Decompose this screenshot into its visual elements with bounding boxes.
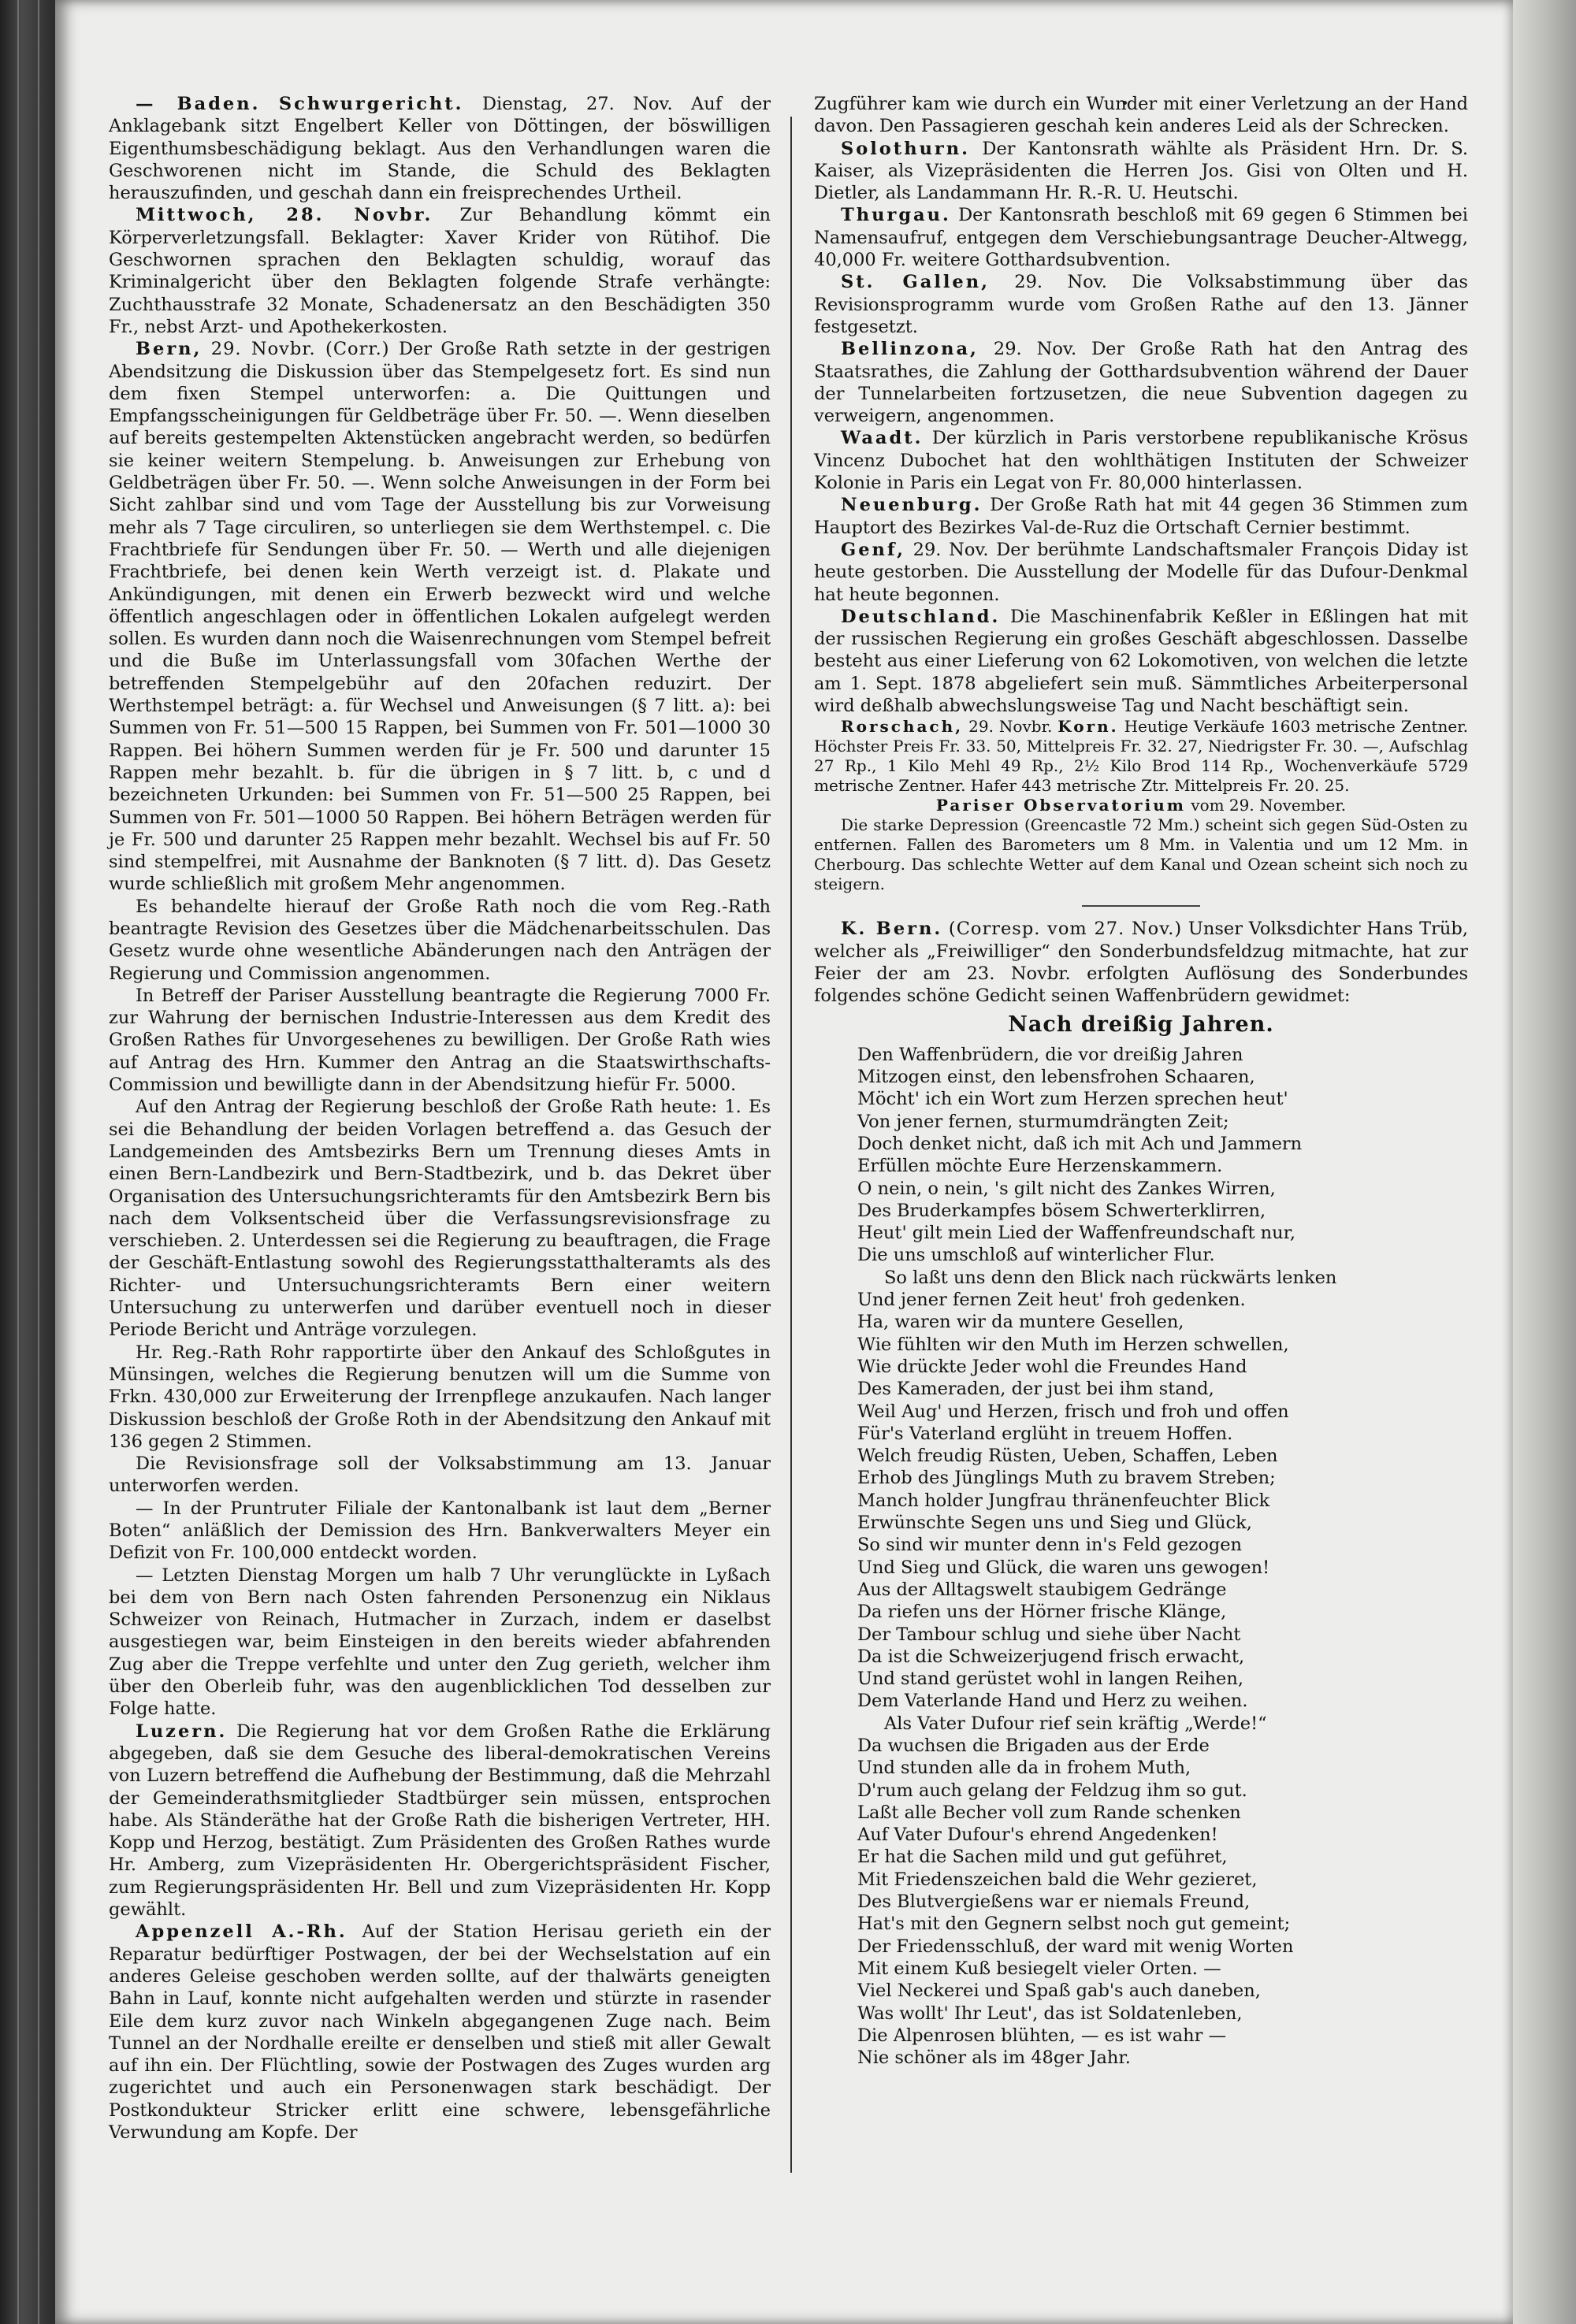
poem-line: Doch denket nicht, daß ich mit Ach und Jammern — [857, 1133, 1303, 1154]
poem — [814, 1044, 1468, 2070]
poem-line: Des Bruderkampfes bösem Schwerterklirren, — [857, 1200, 1266, 1221]
poem-line: Möcht' ich ein Wort zum Herzen sprechen heut' — [857, 1089, 1288, 1110]
poem-line: Da riefen uns der Hörner frische Klänge, — [857, 1602, 1227, 1623]
poem-line: Den Waffenbrüdern, die vor dreißig Jahren — [857, 1044, 1243, 1065]
article-pruntrut: — In der Pruntruter Filiale der Kantonalbank ist laut dem „Berner Boten“ anläßlich der Demission des Hrn. Bankverwalters Meyer ein Defizit von Fr. 100,000 entdeckt worden. — [109, 1498, 771, 1564]
market-report-rorschach: Rorschach, 29. Novbr. Korn. Heutige Verkäufe 1603 metrische Zentner. Höchster Preis Fr. 33. 50, Mittelpreis Fr. 32. 27, Niedrigster Fr. 30. —, Aufschlag 27 Rp., 1 Kilo Mehl 49 Rp., 2½ Kilo Brod 114 Rp., Wochenverkäufe 5729 metrische Zentner. Hafer 443 metrische Ztr. Mittelpreis Fr. 20. 25. — [814, 717, 1468, 796]
poem-line: Wie drückte Jeder wohl die Freundes Hand — [857, 1356, 1247, 1377]
poem-line: Erhob des Jünglings Muth zu bravem Streben; — [857, 1468, 1276, 1489]
article-thurgau: Thurgau. Der Kantonsrath beschloß mit 69 gegen 6 Stimmen bei Namensaufruf, entgegen dem Verschiebungsantrage Deucher-Altwegg, 40,000 Fr. weitere Gotthardsubvention. — [814, 205, 1468, 271]
article-bern-6: Die Revisionsfrage soll der Volksabstimmung am 13. Januar unterworfen werden. — [109, 1453, 771, 1497]
article-bern-5: Hr. Reg.-Rath Rohr rapportirte über den Ankauf des Schloßgutes in Münsingen, welches die Regierung benutzen will um die Summe von Frkn. 430,000 zur Erweiterung der Irrenpflege anzukaufen. Nach langer Diskussion beschloß der Große Roth in der Abendsitzung den Ankauf mit 136 gegen 2 Stimmen. — [109, 1342, 771, 1452]
poem-line: So sind wir munter denn in's Feld gezogen — [857, 1535, 1243, 1556]
article-neuenburg: Neuenburg. Der Große Rath hat mit 44 gegen 36 Stimmen zum Hauptort des Bezirkes Val-de-Ruz die Ortschaft Cernier bestimmt. — [814, 495, 1468, 538]
poem-line: Aus der Alltagswelt staubigem Gedränge — [857, 1579, 1227, 1600]
poem-line: Mit einem Kuß besiegelt vieler Orten. — — [857, 1958, 1221, 1979]
poem-line: Mitzogen einst, den lebensfrohen Schaaren, — [857, 1067, 1255, 1088]
book-binding — [0, 0, 55, 2324]
article-baden-2: Mittwoch, 28. Novbr. Zur Behandlung kömmt ein Körperverletzungsfall. Beklagter: Xaver Krider von Rütihof. Die Geschwornen sprachen den Beklagten schuldig, worauf das Kriminalgericht über den Beklagten folgende Strafe verhängte: Zuchthausstrafe 32 Monate, Schadenersatz an den Beschädigten 350 Fr., nebst Arzt- und Apothekerkosten. — [109, 205, 771, 337]
poem-line: Hat's mit den Gegnern selbst noch gut gemeint; — [857, 1914, 1291, 1935]
article-appenzell: Appenzell A.-Rh. Auf der Station Herisau gerieth ein der Reparatur bedürftiger Postwagen, der bei der Wechselstation auf ein anderes Geleise geschoben werden sollte, auf der thalwärts geneigten Bahn in Lauf, konnte nicht aufgehalten werden und stürzte in rasender Eile dem kurz zuvor nach Winkeln abgegangenen Zuge nach. Beim Tunnel an der Nordhalle ereilte er denselben und stieß mit aller Gewalt auf ihn ein. Der Flüchtling, sowie der Postwagen des Zuges wurden arg zugerichtet und auch ein Personenwagen stark beschädigt. Der Postkondukteur Stricker erlitt eine schwere, lebensgefährliche Verwundung am Kopfe. Der — [109, 1921, 771, 2144]
article-k-bern: K. Bern. (Corresp. vom 27. Nov.) Unser Volksdichter Hans Trüb, welcher als „Freiwilliger“ den Sonderbundsfeldzug mitmachte, hat zur Feier der am 23. Novbr. erfolgten Auflösung des Sonderbundes folgendes schöne Gedicht seinen Waffenbrüdern gewidmet: — [814, 919, 1468, 1007]
article-bern-2: Es behandelte hierauf der Große Rath noch die vom Reg.-Rath beantragte Revision des Gesetzes über die Mädchenarbeitsschulen. Das Gesetz wurde ohne wesentliche Abänderungen nach den Anträgen der Regierung und Commission angenommen. — [109, 896, 771, 984]
poem-line: Der Tambour schlug und siehe über Nacht — [857, 1624, 1241, 1645]
poem-line: Da wuchsen die Brigaden aus der Erde — [857, 1736, 1210, 1756]
column-rule — [790, 117, 792, 2173]
poem-line: Und stunden alle da in frohem Muth, — [857, 1758, 1191, 1779]
right-column — [814, 93, 1468, 2069]
weather-report: Die starke Depression (Greencastle 72 Mm.) scheint sich gegen Süd-Osten zu entfernen. Fallen des Barometers um 8 Mm. in Valentia und um 12 Mm. in Cherbourg. Das schlechte Wetter auf dem Kanal und Ozean scheint sich noch zu steigern. — [814, 815, 1468, 894]
poem-line: So laßt uns denn den Blick nach rückwärts lenken — [884, 1267, 1337, 1288]
weather-report-heading: Pariser Observatorium vom 29. November. — [935, 796, 1347, 815]
poem-line: Nie schöner als im 48ger Jahr. — [857, 2047, 1131, 2069]
poem-line: Und Sieg und Glück, die waren uns gewogen! — [857, 1557, 1270, 1578]
article-bern-3: In Betreff der Pariser Ausstellung beantragte die Regierung 7000 Fr. zur Wahrung der bernischen Industrie-Interessen aus dem Kredit des Großen Rathes für Unvorgesehenes zu bewilligen. Der Große Rath wies auf Antrag des Hrn. Kummer den Antrag an die Staatswirthschafts-Commission und bewilligte dann in der Abendsitzung hiefür Fr. 5000. — [109, 985, 771, 1096]
page-edge — [1513, 0, 1576, 2324]
poem-line: Und jener fernen Zeit heut' froh gedenken. — [857, 1290, 1246, 1311]
poem-line: Heut' gilt mein Lied der Waffenfreundschaft nur, — [857, 1223, 1296, 1244]
article-appenzell-cont: Zugführer kam wie durch ein Wunder mit einer Verletzung an der Hand davon. Den Passagieren geschah kein anderes Leid als der Schrecken. — [814, 94, 1468, 137]
article-genf: Genf, 29. Nov. Der berühmte Landschaftsmaler François Diday ist heute gestorben. Die Ausstellung der Modelle für das Dufour-Denkmal hat heute begonnen. — [814, 539, 1469, 605]
poem-line: Für's Vaterland erglüht in treuem Hoffen. — [857, 1423, 1233, 1444]
poem-line: Laßt alle Becher voll zum Rande schenken — [857, 1802, 1241, 1823]
article-bern: Bern, 29. Novbr. (Corr.) Der Große Rath setzte in der gestrigen Abendsitzung die Diskussion über das Stempelgesetz fort. Es sind nun dem fixen Stempel unterworfen: a. Die Quittungen und Empfangsscheinigungen für Geldbeträge über Fr. 50. —. Wenn dieselben auf bereits gestempelten Aktenstücken angebracht werden, so bedürfen sie keiner weitern Stempelung. b. Anweisungen zur Erhebung von Geldbeträgen über Fr. 50. —. Wenn solche Anweisungen in der Form bei Sicht zahlbar sind und vom Tage der Ausstellung bis zur Vorweisung mehr als 7 Tage circuliren, so unterliegen sie dem Werthstempel. c. Die Frachtbriefe für Sendungen über Fr. 50. — Werth und alle diejenigen Frachtbriefe, bei denen kein Werth verzeigt ist. d. Plakate und Ankündigungen, mit denen ein Erwerb bezweckt wird und welche öffentlich angeschlagen oder in öffentlichen Lokalen aufgelegt werden sollen. Es wurden dann noch die Waisenrechnungen vom Stempel befreit und die Buße im Unterlassungsfall vom 30fachen Werthe der betreffenden Stempelgebühr auf den 20fachen reduzirt. Der Werthstempel beträgt: a. für Wechsel und Anweisungen (§ 7 litt. a): bei Summen von Fr. 51—500 15 Rappen, bei Summen von Fr. 501—1000 30 Rappen. Bei höhern Summen werden für je Fr. 500 und darunter 15 Rappen mehr bezahlt. b. für die übrigen in § 7 litt. b, c und d bezeichneten Urkunden: bei Summen von Fr. 51—500 25 Rappen, bei Summen von Fr. 501—1000 50 Rappen. Bei höhern Beträgen werden für je Fr. 500 und darunter 25 Rappen mehr bezahlt. Wechsel bis auf Fr. 50 sind stempelfrei, mit Ausnahme der Banknoten (§ 7 litt. d). Das Gesetz wurde schließlich mit großem Mehr angenommen. — [109, 339, 771, 895]
poem-line: Weil Aug' und Herzen, frisch und froh und offen — [857, 1401, 1289, 1422]
poem-line: Des Kameraden, der just bei ihm stand, — [857, 1379, 1214, 1400]
poem-line: Der Friedensschluß, der ward mit wenig Worten — [857, 1936, 1294, 1957]
poem-line: D'rum auch gelang der Feldzug ihm so gut. — [857, 1780, 1247, 1801]
poem-line: Erfüllen möchte Eure Herzenskammern. — [857, 1156, 1223, 1177]
poem-line: O nein, o nein, 's gilt nicht des Zankes Wirren, — [857, 1178, 1276, 1199]
poem-line: Dem Vaterlande Hand und Herz zu weihen. — [857, 1691, 1248, 1712]
poem-line: Viel Neckerei und Spaß gab's auch daneben, — [857, 1981, 1261, 2002]
poem-line: Welch freudig Rüsten, Ueben, Schaffen, Leben — [857, 1446, 1278, 1467]
poem-line: Manch holder Jungfrau thränenfeuchter Blick — [857, 1490, 1270, 1511]
poem-line: Erwünschte Segen uns und Sieg und Glück, — [857, 1513, 1252, 1534]
poem-line: Wie fühlten wir den Muth im Herzen schwellen, — [857, 1334, 1289, 1355]
article-baden: — Baden. Schwurgericht. Dienstag, 27. Nov. Auf der Anklagebank sitzt Engelbert Keller von Döttingen, der böswilligen Eigenthumsbeschädigung beklagt. Aus den Verhandlungen waren die Geschworenen nicht im Stande, die Schuld des Beklagten herauszufinden, und geschah dann ein freisprechendes Urtheil. — [109, 94, 771, 204]
poem-line: Er hat die Sachen mild und gut geführet, — [857, 1847, 1228, 1868]
article-waadt: Waadt. Der kürzlich in Paris verstorbene republikanische Krösus Vincenz Dubochet hat den wohlthätigen Instituten der Schweizer Kolonie in Paris ein Legat von Fr. 80,000 hinterlassen. — [814, 428, 1468, 494]
poem-line: Ha, waren wir da muntere Gesellen, — [857, 1312, 1184, 1333]
poem-line: Von jener fernen, sturmumdrängten Zeit; — [857, 1111, 1229, 1132]
article-deutschland: Deutschland. Die Maschinenfabrik Keßler in Eßlingen hat mit der russischen Regierung ein großes Geschäft abgeschlossen. Dasselbe besteht aus einer Lieferung von 62 Lokomotiven, von welchen die letzte am 1. Sept. 1878 abgeliefert sein muß. Sämmtliches Arbeiterpersonal wird deßhalb abwechslungsweise Tag und Nacht beschäftigt sein. — [814, 606, 1468, 717]
article-bern-4: Auf den Antrag der Regierung beschloß der Große Rath heute: 1. Es sei die Behandlung der beiden Vorlagen betreffend a. das Gesuch der Landgemeinden des Amtsbezirks Bern um Trennung dieses Amts in einen Bern-Landbezirk und Bern-Stadtbezirk, und b. das Dekret über Organisation des Untersuchungsrichteramts für den Amtsbezirk Bern bis nach dem Volksentscheid über die Verfassungsrevisionsfrage zu verschieben. 2. Unterdessen sei die Regierung zu beauftragen, die Frage der Geschäft-Entlastung sowohl des Regierungsstatthalteramts als des Richter- und Untersuchungsrichteramts Bern einer weitern Untersuchung zu unterwerfen und darüber eventuell noch in dieser Periode Bericht und Anträge vorzulegen. — [109, 1097, 771, 1341]
poem-title: Nach dreißig Jahren. — [1008, 1012, 1274, 1037]
poem-line: Mit Friedenszeichen bald die Wehr gezieret, — [857, 1869, 1258, 1890]
article-lyssach: — Letzten Dienstag Morgen um halb 7 Uhr verunglückte in Lyßach bei dem von Bern nach Osten fahrenden Personenzug ein Niklaus Schweizer von Reinach, Hutmacher in Zurzach, indem er daselbst ausgestiegen war, beim Einsteigen in den bereits wieder abfahrenden Zug aber die Treppe verfehlte und unter den Zug gerieth, welcher ihm über den Oberleib fuhr, was den augenblicklichen Tod desselben zur Folge hatte. — [109, 1565, 771, 1720]
poem-line: Die Alpenrosen blühten, — es ist wahr — — [857, 2025, 1227, 2046]
poem-line: Auf Vater Dufour's ehrend Angedenken! — [857, 1825, 1218, 1846]
poem-line: Was wollt' Ihr Leut', das ist Soldatenleben, — [857, 2003, 1243, 2024]
poem-line: Des Blutvergießens war er niemals Freund, — [857, 1891, 1251, 1913]
left-column — [109, 93, 771, 2144]
poem-line: Und stand gerüstet wohl in langen Reihen, — [857, 1669, 1243, 1690]
article-luzern: Luzern. Die Regierung hat vor dem Großen Rathe die Erklärung abgegeben, daß sie dem Gesuche des liberal-demokratischen Vereins von Luzern betreffend die Aufhebung der Bestimmung, daß die Mehrzahl der Gemeinderathsmitglieder Stadtbürger sein müssen, entsprochen habe. Als Ständeräthe hat der Große Rath die bisherigen Vertreter, HH. Kopp und Herzog, bestätigt. Zum Präsidenten des Großen Rathes wurde Hr. Amberg, zum Vizepräsidenten Hr. Obergerichtspräsident Fischer, zum Regierungspräsidenten Hr. Bell und zum Vizepräsidenten Hr. Kopp gewählt. — [109, 1721, 771, 1921]
section-divider — [1082, 905, 1200, 907]
poem-line: Da ist die Schweizerjugend frisch erwacht, — [857, 1646, 1245, 1667]
article-bellinzona: Bellinzona, 29. Nov. Der Große Rath hat den Antrag des Staatsrathes, die Zahlung der Gotthardsubvention während der Dauer der Tunnelarbeiten fortzusetzen, die neue Subvention dagegen zu verweigern, angenommen. — [814, 339, 1468, 427]
article-solothurn: Solothurn. Der Kantonsrath wählte als Präsident Hrn. Dr. S. Kaiser, als Vizepräsidenten die Herren Jos. Gisi von Olten und H. Dietler, als Landammann Hr. R.-R. U. Heutschi. — [814, 138, 1469, 204]
poem-line: Die uns umschloß auf winterlicher Flur. — [857, 1245, 1215, 1266]
poem-line: Als Vater Dufour rief sein kräftig „Werde!“ — [884, 1713, 1267, 1734]
article-st-gallen: St. Gallen, 29. Nov. Die Volksabstimmung über das Revisionsprogramm wurde vom Großen Rathe auf den 13. Jänner festgesetzt. — [814, 272, 1468, 337]
